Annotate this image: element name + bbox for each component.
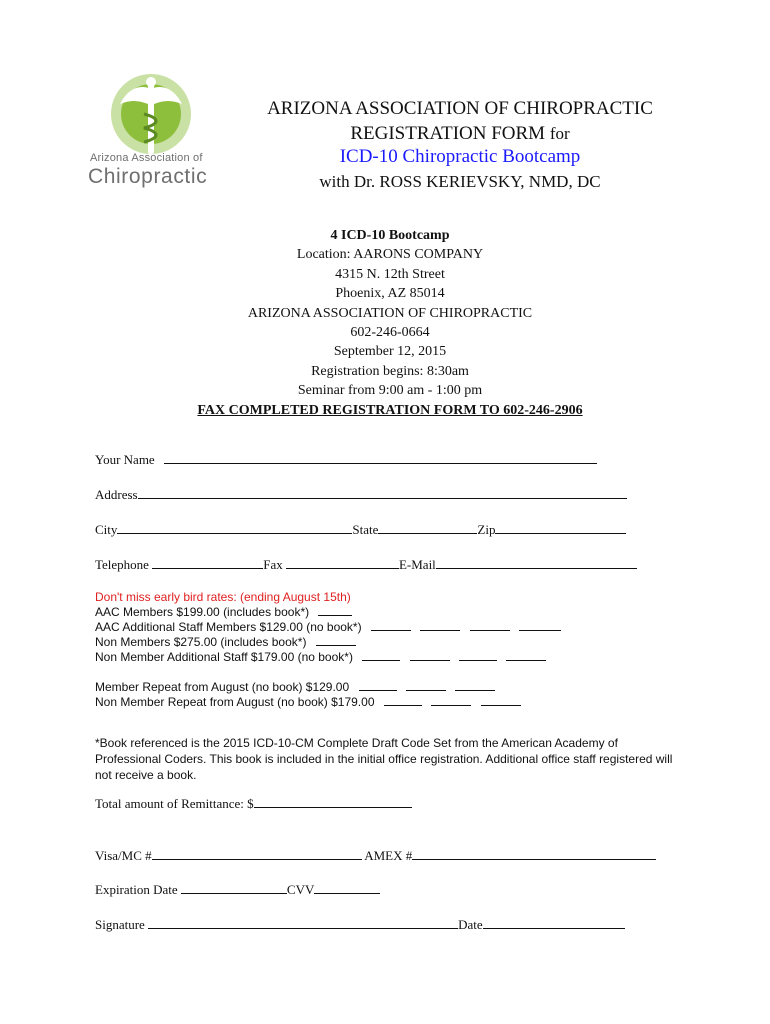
total-label: Total amount of Remittance: $ [95,796,254,811]
header-presenter: with Dr. ROSS KERIEVSKY, NMD, DC [319,172,601,191]
telephone-label: Telephone [95,557,149,572]
rate-non-member-staff-blank-2[interactable] [410,650,450,661]
event-seminar-time: Seminar from 9:00 am - 1:00 pm [297,383,483,399]
fax-label: Fax [263,557,283,572]
rate-aac-staff-blank-3[interactable] [470,620,510,631]
rate-non-member-repeat-label: Non Member Repeat from August (no book) $179.00 [95,695,375,709]
rate-aac-members-label: AAC Members $199.00 (includes book*) [95,605,310,619]
rate-aac-members-blank[interactable] [318,605,352,616]
event-street: 4315 N. 12th Street [335,266,445,282]
signature-row [95,917,625,933]
cvv-label: CVV [286,882,315,897]
expiration-field[interactable] [181,882,287,894]
email-label: E-Mail [398,557,436,572]
zip-label: Zip [477,522,496,537]
rate-member-repeat-blank-1[interactable] [359,680,397,691]
header-form-title [200,123,720,145]
card-row [95,848,656,864]
city-field[interactable] [117,522,352,534]
zip-field[interactable] [495,522,626,534]
date-label: Date [458,917,483,932]
rate-aac-members [95,605,352,620]
rate-non-member-staff [95,650,546,665]
logo-org-name: Arizona Association of [90,152,203,164]
fax-field[interactable] [286,557,399,569]
rate-non-member-staff-blank-4[interactable] [506,650,546,661]
book-footnote: *Book referenced is the 2015 ICD-10-CM Complete Draft Code Set from the American Academy of Professional Coders. This book is included in the initial office registration. Additional office staff registered will not receive a book. [95,736,673,782]
logo-brand-name: Chiropractic [88,165,208,188]
total-field[interactable] [254,796,412,808]
header-bootcamp: ICD-10 Chiropractic Bootcamp [339,146,581,167]
amex-label: AMEX # [364,848,413,863]
telephone-field[interactable] [152,557,263,569]
event-phone: 602-246-0664 [350,325,430,341]
name-row [95,452,597,468]
email-field[interactable] [436,557,637,569]
rate-aac-staff-blank-1[interactable] [371,620,411,631]
address-field[interactable] [138,487,627,499]
city-label: City [95,522,118,537]
rate-aac-staff [95,620,561,635]
name-field[interactable] [164,452,597,464]
logo-staff [148,84,154,154]
event-location: Location: AARONS COMPANY [296,247,484,263]
rate-aac-staff-blank-4[interactable] [519,620,561,631]
total-row [95,796,412,812]
header-form-main: REGISTRATION FORM [350,123,546,144]
amex-field[interactable] [412,848,656,860]
header-form-suffix: for [549,124,570,143]
event-city: Phoenix, AZ 85014 [335,286,445,302]
name-label: Your Name [95,452,155,467]
event-registration-time: Registration begins: 8:30am [311,363,469,379]
cvv-field[interactable] [314,882,380,894]
event-org: ARIZONA ASSOCIATION OF CHIROPRACTIC [247,305,533,321]
event-date: September 12, 2015 [333,344,447,360]
rate-non-member-staff-blank-3[interactable] [459,650,497,661]
rate-non-member-repeat-blank-3[interactable] [481,695,521,706]
early-bird-notice: Don't miss early bird rates: (ending August 15th) [95,590,351,604]
visa-label: Visa/MC # [95,848,152,863]
rate-aac-staff-label: AAC Additional Staff Members $129.00 (no book*) [95,620,362,634]
rate-member-repeat [95,680,495,695]
state-field[interactable] [378,522,477,534]
signature-label: Signature [95,917,145,932]
rate-member-repeat-blank-2[interactable] [406,680,446,691]
header-title: ARIZONA ASSOCIATION OF CHIROPRACTIC [267,98,653,119]
signature-field[interactable] [148,917,458,929]
fax-notice: FAX COMPLETED REGISTRATION FORM TO 602-246-2906 [197,402,583,418]
visa-field[interactable] [152,848,362,860]
rate-non-members [95,635,356,650]
rate-member-repeat-blank-3[interactable] [455,680,495,691]
address-label: Address [95,487,138,502]
expiration-row [95,882,380,898]
rate-non-members-blank[interactable] [316,635,356,646]
rate-aac-staff-blank-2[interactable] [420,620,460,631]
event-info [180,226,600,420]
expiration-label: Expiration Date [95,882,178,897]
rate-non-member-staff-blank-1[interactable] [362,650,400,661]
rate-non-member-repeat-blank-1[interactable] [384,695,422,706]
address-row [95,487,627,503]
date-field[interactable] [483,917,625,929]
rate-non-members-label: Non Members $275.00 (includes book*) [95,635,307,649]
state-label: State [352,522,379,537]
rate-non-member-staff-label: Non Member Additional Staff $179.00 (no book*) [95,650,353,664]
rate-member-repeat-label: Member Repeat from August (no book) $129.00 [95,680,350,694]
phone-row [95,557,637,573]
rate-non-member-repeat [95,695,521,710]
logo-head [146,77,156,87]
event-title: 4 ICD-10 Bootcamp [330,228,450,243]
rate-non-member-repeat-blank-2[interactable] [431,695,471,706]
city-row [95,522,626,538]
